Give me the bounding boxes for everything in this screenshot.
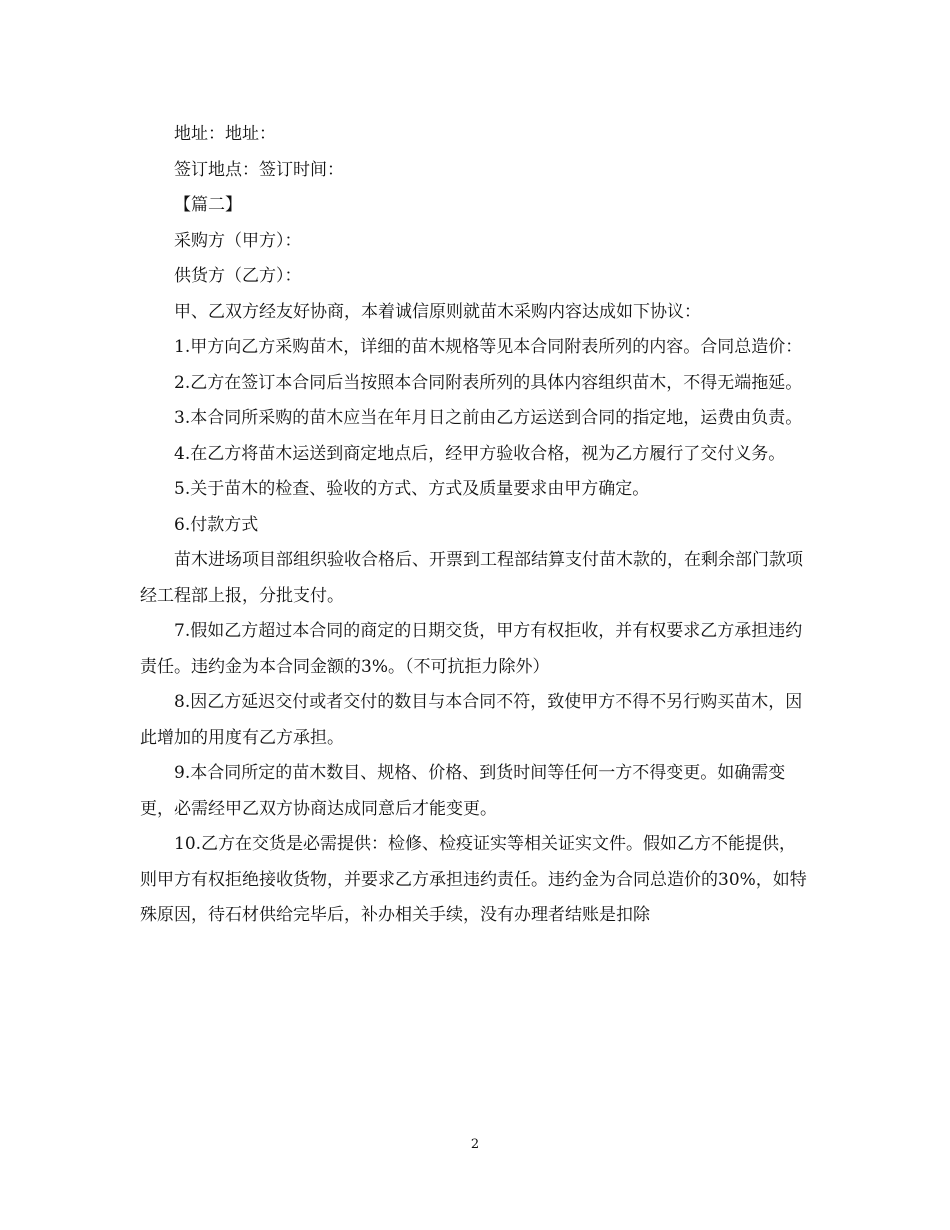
paragraph-supplier: 供货方（乙方）： bbox=[174, 266, 302, 286]
paragraph-intro: 甲、乙双方经友好协商，本着诚信原则就苗木采购内容达成如下协议： bbox=[174, 301, 701, 322]
clause-3: 3.本合同所采购的苗木应当在年月日之前由乙方运送到合同的指定地，运费由负责。 bbox=[174, 408, 803, 428]
document-body bbox=[140, 117, 812, 934]
clause-2: 2.乙方在签订本合同后当按照本合同附表所列的具体内容组织苗木，不得无端拖延。 bbox=[174, 372, 803, 393]
clause-1: 1.甲方向乙方采购苗木，详细的苗木规格等见本合同附表所列的内容。合同总造价： bbox=[174, 337, 803, 357]
clause-6-detail: 苗木进场项目部组织验收合格后、开票到工程部结算支付苗木款的，在剩余部门款项经工程部上报，分批支付。 bbox=[140, 550, 803, 606]
clause-7: 7.假如乙方超过本合同的商定的日期交货，甲方有权拒收，并有权要求乙方承担违约责任。违约金为本合同金额的3%。（不可抗拒力除外） bbox=[140, 621, 803, 677]
clause-6: 6.付款方式 bbox=[174, 514, 259, 535]
clause-5: 5.关于苗木的检查、验收的方式、方式及质量要求由甲方确定。 bbox=[174, 479, 650, 499]
paragraph-signing-place-time: 签订地点：签订时间： bbox=[174, 159, 344, 180]
paragraph-buyer: 采购方（甲方）： bbox=[174, 230, 302, 251]
paragraph-address: 地址：地址： bbox=[174, 124, 276, 144]
page-number: 2 bbox=[470, 1137, 480, 1152]
section-heading: 【篇二】 bbox=[174, 195, 242, 215]
clause-10: 10.乙方在交货是必需提供：检修、检疫证实等相关证实文件。假如乙方不能提供，则甲方有权拒绝接收货物，并要求乙方承担违约责任。违约金为合同总造价的30%，如特殊原因，待石材供给完毕后，补办相关手续，没有办理者结账是扣除 bbox=[140, 834, 807, 925]
clause-9: 9.本合同所定的苗木数目、规格、价格、到货时间等任何一方不得变更。如确需变更，必需经甲乙双方协商达成同意后才能变更。 bbox=[140, 763, 786, 819]
clause-8: 8.因乙方延迟交付或者交付的数目与本合同不符，致使甲方不得不另行购买苗木，因此增加的用度有乙方承担。 bbox=[140, 692, 803, 748]
clause-4: 4.在乙方将苗木运送到商定地点后，经甲方验收合格，视为乙方履行了交付义务。 bbox=[174, 443, 786, 464]
